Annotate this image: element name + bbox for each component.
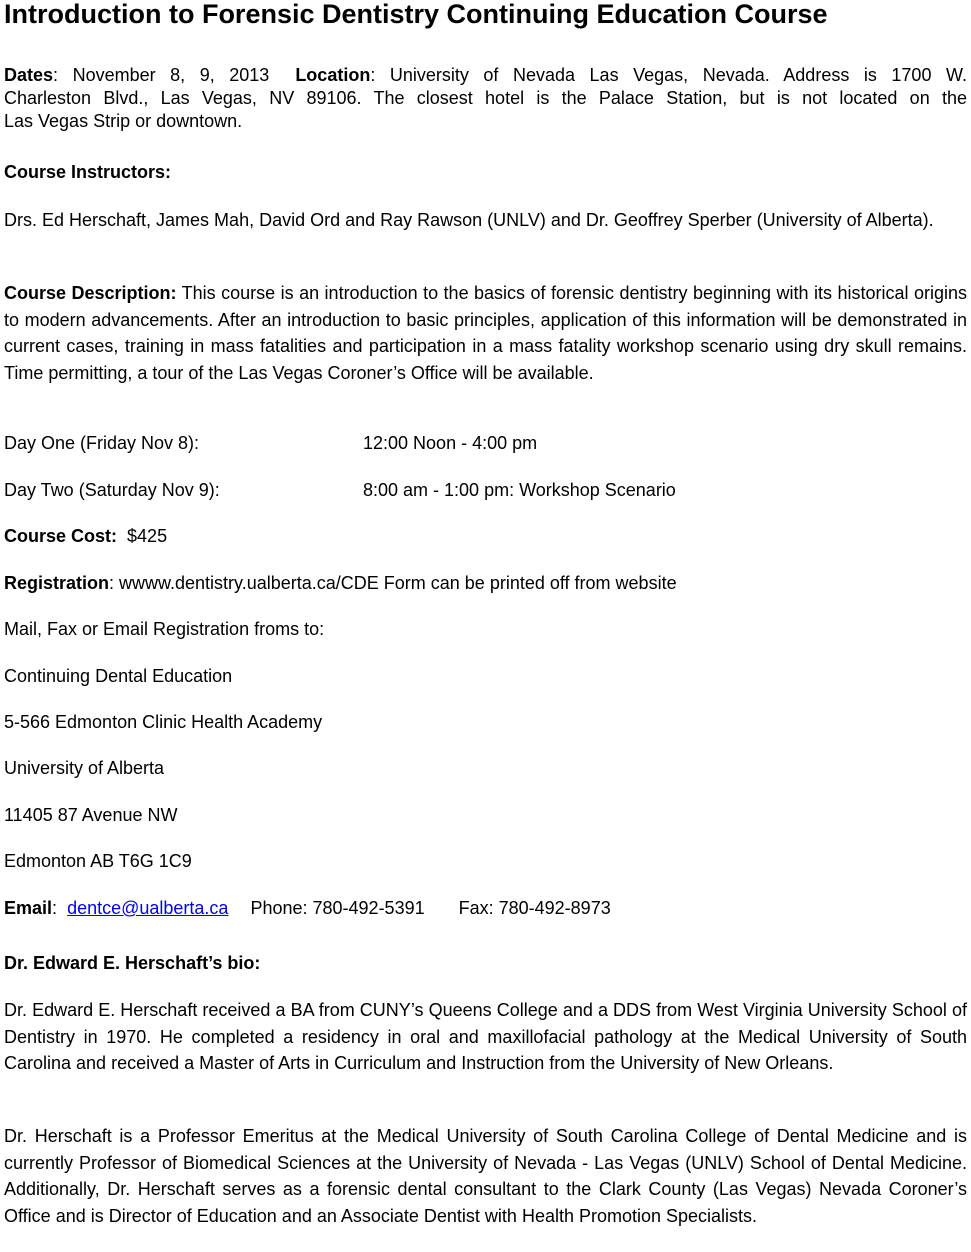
fax-number: Fax: 780-492-8973 — [458, 898, 611, 918]
email-label: Email — [4, 898, 53, 918]
course-description-text: This course is an introduction to the basics of forensic dentistry beginning with its historical origins to modern advancements. After an introduction to basic principles, application of this information will be demonstrated in current cases, training in mass fatalities and participation in a mass fatality workshop scenario using dry skull remains. Time permitting, a tour of the Las Vegas Coroner’s Office will be available. — [4, 283, 967, 383]
address-line-3: University of Alberta — [4, 758, 165, 778]
address-line-1: Continuing Dental Education — [4, 666, 233, 686]
schedule-day-one — [4, 432, 967, 455]
address-line-5: Edmonton AB T6G 1C9 — [4, 851, 192, 871]
bio-paragraph-1: Dr. Edward E. Herschaft received a BA from CUNY’s Queens College and a DDS from West Virginia University School of Dentistry in 1970. He completed a residency in oral and maxillofacial pathology at the Medical University of South Carolina and received a Master of Arts in Curriculum and Instruction from the University of New Orleans. — [4, 1000, 967, 1073]
schedule-day-two-label: Day Two (Saturday Nov 9): — [4, 480, 220, 500]
instructors-text: Drs. Ed Herschaft, James Mah, David Ord and Ray Rawson (UNLV) and Dr. Geoffrey Sperber (University of Alberta). — [4, 210, 934, 230]
course-cost-label: Course Cost: — [4, 526, 118, 546]
instructors-heading-text: Course Instructors: — [4, 162, 172, 182]
address-line-2: 5-566 Edmonton Clinic Health Academy — [4, 712, 323, 732]
bio-heading — [4, 952, 967, 975]
dates-value: : November 8, 9, 2013 — [53, 65, 270, 85]
mail-intro: Mail, Fax or Email Registration froms to: — [4, 619, 325, 639]
phone-number: Phone: 780-492-5391 — [250, 898, 425, 918]
schedule-day-two — [4, 479, 967, 502]
page-title: Introduction to Forensic Dentistry Continuing Education Course — [4, 0, 828, 29]
instructors-heading — [4, 161, 967, 184]
bio-paragraph-2: Dr. Herschaft is a Professor Emeritus at the Medical University of South Carolina College of Dental Medicine and is currently Professor of Biomedical Sciences at the University of Nevada - Las Vegas (UNLV) School of Dental Medicine. Additionally, Dr. Herschaft serves as a forensic dental consultant to the Clark County (Las Vegas) Nevada Coroner’s Office and is Director of Education and an Associate Dentist with Health Promotion Specialists. — [4, 1126, 967, 1226]
dates-location-line-1 — [4, 64, 967, 87]
schedule-day-one-label: Day One (Friday Nov 8): — [4, 433, 200, 453]
contact-line — [4, 897, 967, 920]
course-cost — [4, 525, 967, 548]
location-label: Location — [295, 65, 371, 85]
schedule-day-one-time: 12:00 Noon - 4:00 pm — [363, 433, 538, 453]
location-line-2: Charleston Blvd., Las Vegas, NV 89106. The closest hotel is the Palace Station, but is not located on the — [4, 88, 967, 108]
location-line-3: Las Vegas Strip or downtown. — [4, 111, 243, 131]
registration — [4, 572, 967, 595]
email-link[interactable]: dentce@ualberta.ca — [67, 898, 229, 918]
course-cost-value: $425 — [127, 526, 168, 546]
address-line-4: 11405 87 Avenue NW — [4, 805, 178, 825]
registration-value: : wwww.dentistry.ualberta.ca/CDE Form can be printed off from website — [109, 573, 677, 593]
email-separator: : — [52, 898, 58, 918]
schedule-day-two-time: 8:00 am - 1:00 pm: Workshop Scenario — [363, 480, 676, 500]
bio-heading-text: Dr. Edward E. Herschaft’s bio: — [4, 953, 261, 973]
location-line-1: : University of Nevada Las Vegas, Nevada. Address is 1700 W. — [370, 65, 967, 85]
course-description-label: Course Description: — [4, 283, 177, 303]
course-description — [4, 280, 967, 386]
dates-label: Dates — [4, 65, 54, 85]
dates-location — [4, 64, 967, 133]
registration-label: Registration — [4, 573, 110, 593]
